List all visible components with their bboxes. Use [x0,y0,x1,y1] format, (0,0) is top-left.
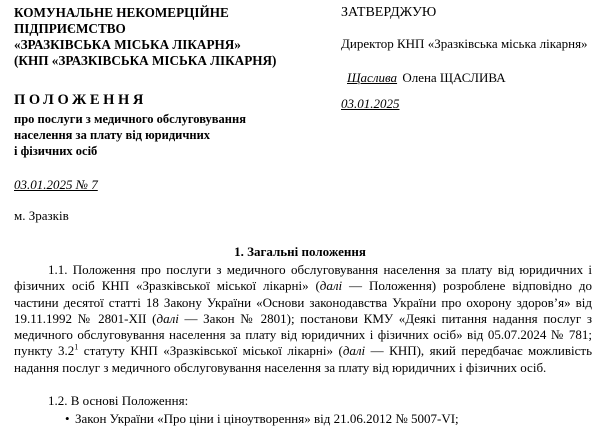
p1-dali-3: далі [342,343,366,359]
subtitle-line-3: і фізичних осіб [14,144,98,158]
signature-line [341,70,591,86]
approval-director: Директор КНП «Зразківська міська лікарня» [341,36,588,51]
signature: Щаслива [347,70,398,85]
approval-title: ЗАТВЕРДЖУЮ [341,5,437,20]
signer-name: Олена ЩАСЛИВА [402,70,506,85]
document-subtitle [14,111,344,159]
p1-dali-1: далі [319,278,343,294]
paragraph-1-1 [14,262,592,376]
section-heading: 1. Загальні положення [234,244,366,259]
organization-name [14,5,314,69]
paragraph-1-2: 1.2. В основі Положення: [48,393,189,408]
org-line-1: КОМУНАЛЬНЕ НЕКОМЕРЦІЙНЕ [14,5,229,20]
p1-dali-2: далі [156,310,179,326]
p1-text-d: статуту КНП «Зразківської міської лікарні» ( [78,343,343,359]
subtitle-line-2: населення за плату від юридичних [14,128,211,142]
approval-block [341,5,591,112]
document-city: м. Зразків [14,208,69,223]
org-line-2: ПІДПРИЄМСТВО [14,21,126,36]
list-item-text: Закон України «Про ціни і ціноутворення» від 21.06.2012 № 5007-VI; [75,411,459,426]
document-title: ПОЛОЖЕННЯ [14,92,147,108]
p1-text-e: — КНП), який передбачає можливість надання послуг з медичного обслуговування населення за плату від юридичних і фізичних осіб. [14,343,592,375]
list-item [65,411,459,427]
p1-text-c: — Закон № 2801); постанови КМУ «Деякі питання надання послуг з медичного обслуговування населення за плату від юридичних і фізичних осіб» від 05.07.2024 № 781; пункту 3.2 [14,310,592,359]
org-line-4: (КНП «ЗРАЗКІВСЬКА МІСЬКА ЛІКАРНЯ) [14,53,277,68]
bullet-icon: • [65,411,70,426]
document-date-number: 03.01.2025 № 7 [14,177,98,192]
subtitle-line-1: про послуги з медичного обслуговування [14,112,246,126]
p1-text-b: — Положення) розроблене відповідно до частини десятої статті 18 Закону України «Основи законодавства України про охорону здоров’я» від 19.11.1992 № 2801-XII ( [14,278,592,326]
bullet-list [65,411,459,427]
p1-text-a: 1.1. Положення про послуги з медичного обслуговування населення за плату від юридичних і фізичних осіб КНП «Зразківської міської лікарні» ( [14,262,592,294]
org-line-3: «ЗРАЗКІВСЬКА МІСЬКА ЛІКАРНЯ» [14,37,241,52]
p1-superscript: 1 [74,343,79,353]
approval-date: 03.01.2025 [341,96,400,111]
